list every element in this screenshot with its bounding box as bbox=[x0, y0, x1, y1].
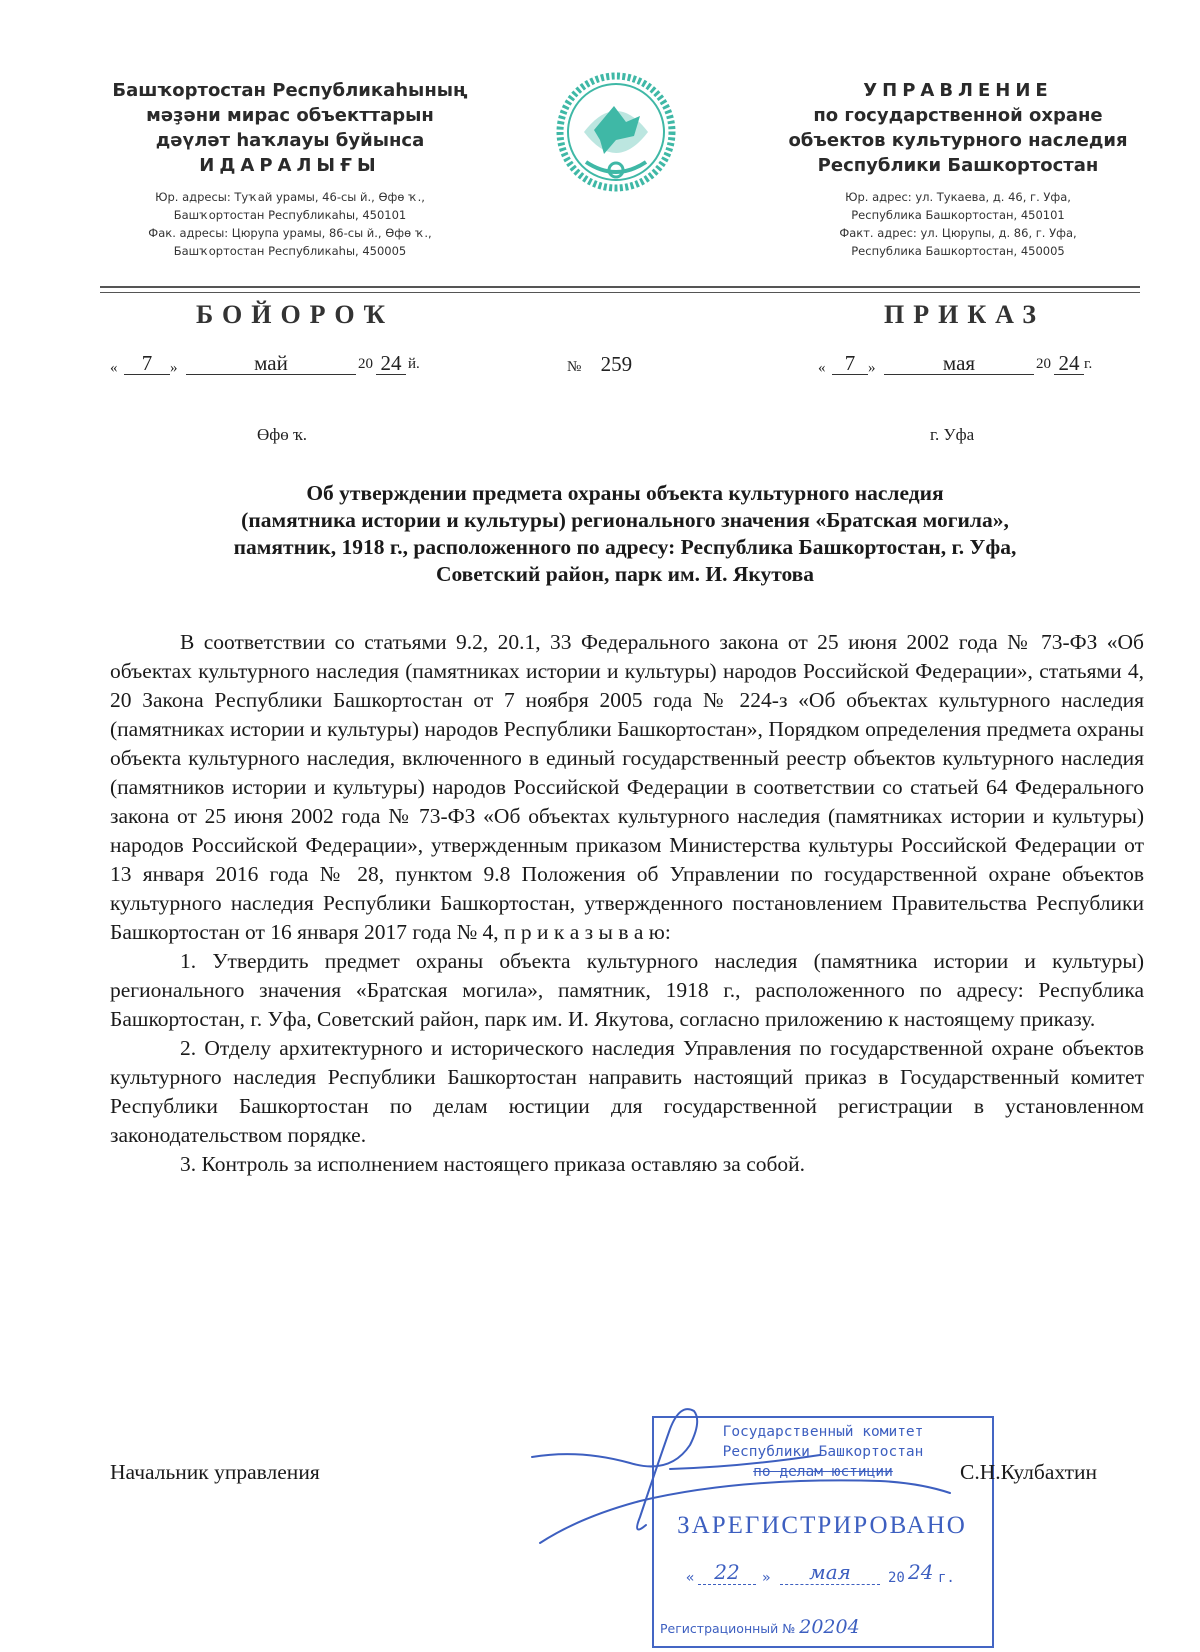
org-line: по государственной охране bbox=[813, 105, 1103, 126]
quote-close: » bbox=[868, 360, 876, 376]
year-prefix: 20 bbox=[888, 1570, 905, 1586]
doc-type-left: БОЙОРОҠ bbox=[196, 300, 395, 329]
order-item-2: 2. Отделу архитектурного и исторического наследия Управления по государственной охране объектов культурного наследия Республики Башкортостан направить настоящий приказ в Государственный комитет Республики Башкортостан по делам юстиции для государственной регистрации в установленном законодательством порядке. bbox=[110, 1036, 1144, 1147]
org-line: объектов культурного наследия bbox=[788, 130, 1128, 151]
emblem-icon bbox=[556, 70, 676, 196]
quote-close: » bbox=[762, 1570, 771, 1586]
header-right-address bbox=[768, 188, 1148, 260]
signer-position: Начальник управления bbox=[110, 1460, 320, 1484]
document-title bbox=[110, 480, 1140, 588]
stamp-line: Республики Башкортостан bbox=[722, 1444, 924, 1460]
title-line: Об утверждении предмета охраны объекта культурного наследия bbox=[306, 481, 944, 505]
org-line-spaced: УПРАВЛЕНИЕ bbox=[863, 80, 1053, 101]
org-line: дәүләт һаҡлауы буйынса bbox=[155, 130, 425, 151]
order-number bbox=[567, 352, 632, 377]
signer-name: С.Н.Кулбахтин bbox=[960, 1460, 1097, 1484]
doc-type-right: ПРИКАЗ bbox=[884, 300, 1046, 329]
year-prefix: 20 bbox=[1036, 356, 1051, 372]
header-left-org bbox=[80, 78, 500, 260]
year-suffix: г. bbox=[1084, 356, 1093, 372]
header-left-address bbox=[80, 188, 500, 260]
document-body bbox=[110, 628, 1144, 1179]
place-right: г. Уфа bbox=[930, 425, 975, 444]
stamp-date-month: мая bbox=[780, 1560, 880, 1585]
address-line: Башҡортостан Республикаһы, 450005 bbox=[173, 244, 407, 258]
preamble-paragraph: В соответствии со статьями 9.2, 20.1, 33 Федерального закона от 25 июня 2002 года № 73-ФЗ «Об объектах культурного наследия (памятниках истории и культуры) народов Российской Федерации», статьями 4, 20 Закона Республики Башкортостан от 7 ноября 2005 года № 224-з «Об объектах культурного наследия (памятниках истории и культуры) народов Республики Башкортостан», Порядком определения предмета охраны объекта культурного наследия, включенного в единый государственный реестр объектов культурного наследия (памятников истории и культуры) народов Российской Федерации в соответствии со статьей 64 Федерального закона от 25 июня 2002 года № 73-ФЗ «Об объектах культурного наследия (памятниках истории и культуры) народов Российской Федерации», утвержденным приказом Министерства культуры Российской Федерации от 13 января 2016 года № 28, пунктом 9.8 Положения об Управлении по государственной охране объектов культурного наследия Республики Башкортостан, утвержденного постановлением Правительства Республики Башкортостан от 16 января 2017 года № 4, п р и к а з ы в а ю: bbox=[110, 630, 1144, 944]
date-year: 24 bbox=[376, 352, 406, 375]
date-day: 7 bbox=[124, 352, 170, 375]
handwritten-signature bbox=[520, 1405, 980, 1555]
header-divider-thin bbox=[100, 292, 1140, 293]
order-item-1: 1. Утвердить предмет охраны объекта культурного наследия (памятника истории и культуры) регионального значения «Братская могила», памятник, 1918 г., расположенного по адресу: Республика Башкортостан, г. Уфа, Советский район, парк им. И. Якутова, согласно приложению к настоящему приказу. bbox=[110, 949, 1144, 1031]
address-line: Факт. адрес: ул. Цюрупы, д. 86, г. Уфа, bbox=[839, 226, 1077, 240]
quote-close: » bbox=[170, 360, 178, 376]
date-day: 7 bbox=[832, 352, 868, 375]
address-line: Юр. адрес: ул. Тукаева, д. 46, г. Уфа, bbox=[845, 190, 1071, 204]
org-line: мәҙәни мирас объекттарын bbox=[146, 105, 434, 126]
title-line: Советский район, парк им. И. Якутова bbox=[435, 562, 815, 586]
quote-open: « bbox=[818, 360, 826, 376]
year-prefix: 20 bbox=[358, 356, 373, 372]
quote-open: « bbox=[686, 1570, 695, 1586]
reg-label: Регистрационный № bbox=[660, 1621, 796, 1636]
number-label: № bbox=[567, 359, 582, 375]
place-left: Өфө ҡ. bbox=[257, 425, 308, 444]
header-right-org bbox=[768, 78, 1148, 260]
address-line: Фак. адресы: Цюрупа урамы, 86-сы й., Өфө ҡ., bbox=[148, 226, 432, 240]
date-left bbox=[110, 352, 430, 386]
reg-number: 20204 bbox=[799, 1616, 860, 1638]
number-value: 259 bbox=[600, 352, 633, 376]
year-suffix: г. bbox=[938, 1570, 955, 1586]
year-suffix: й. bbox=[408, 356, 420, 372]
date-right bbox=[818, 352, 1138, 386]
stamp-registered: ЗАРЕГИСТРИРОВАНО bbox=[677, 1512, 967, 1539]
org-line: Башҡортостан Республикаһының bbox=[112, 80, 468, 101]
stamp-date-year: 24 bbox=[908, 1560, 934, 1584]
address-line: Республика Башкортостан, 450101 bbox=[851, 208, 1065, 222]
order-item-3: 3. Контроль за исполнением настоящего приказа оставляю за собой. bbox=[180, 1152, 806, 1176]
stamp-line: Государственный комитет bbox=[722, 1424, 924, 1440]
title-line: памятник, 1918 г., расположенного по адресу: Республика Башкортостан, г. Уфа, bbox=[233, 535, 1017, 559]
title-line: (памятника истории и культуры) регионального значения «Братская могила», bbox=[241, 508, 1009, 532]
quote-open: « bbox=[110, 360, 118, 376]
date-month: мая bbox=[884, 352, 1034, 375]
header-divider bbox=[100, 286, 1140, 288]
stamp-line: по делам юстиции bbox=[753, 1464, 893, 1480]
stamp-reg-number bbox=[660, 1616, 860, 1638]
address-line: Юр. адресы: Туҡай урамы, 46-сы й., Өфө ҡ., bbox=[155, 190, 425, 204]
address-line: Республика Башкортостан, 450005 bbox=[851, 244, 1065, 258]
org-line-spaced: ИДАРАЛЫҒЫ bbox=[199, 155, 381, 176]
date-month: май bbox=[186, 352, 356, 375]
address-line: Башҡортостан Республикаһы, 450101 bbox=[173, 208, 407, 222]
date-year: 24 bbox=[1054, 352, 1084, 375]
org-line: Республики Башкортостан bbox=[817, 155, 1099, 176]
stamp-date-day: 22 bbox=[698, 1560, 756, 1585]
